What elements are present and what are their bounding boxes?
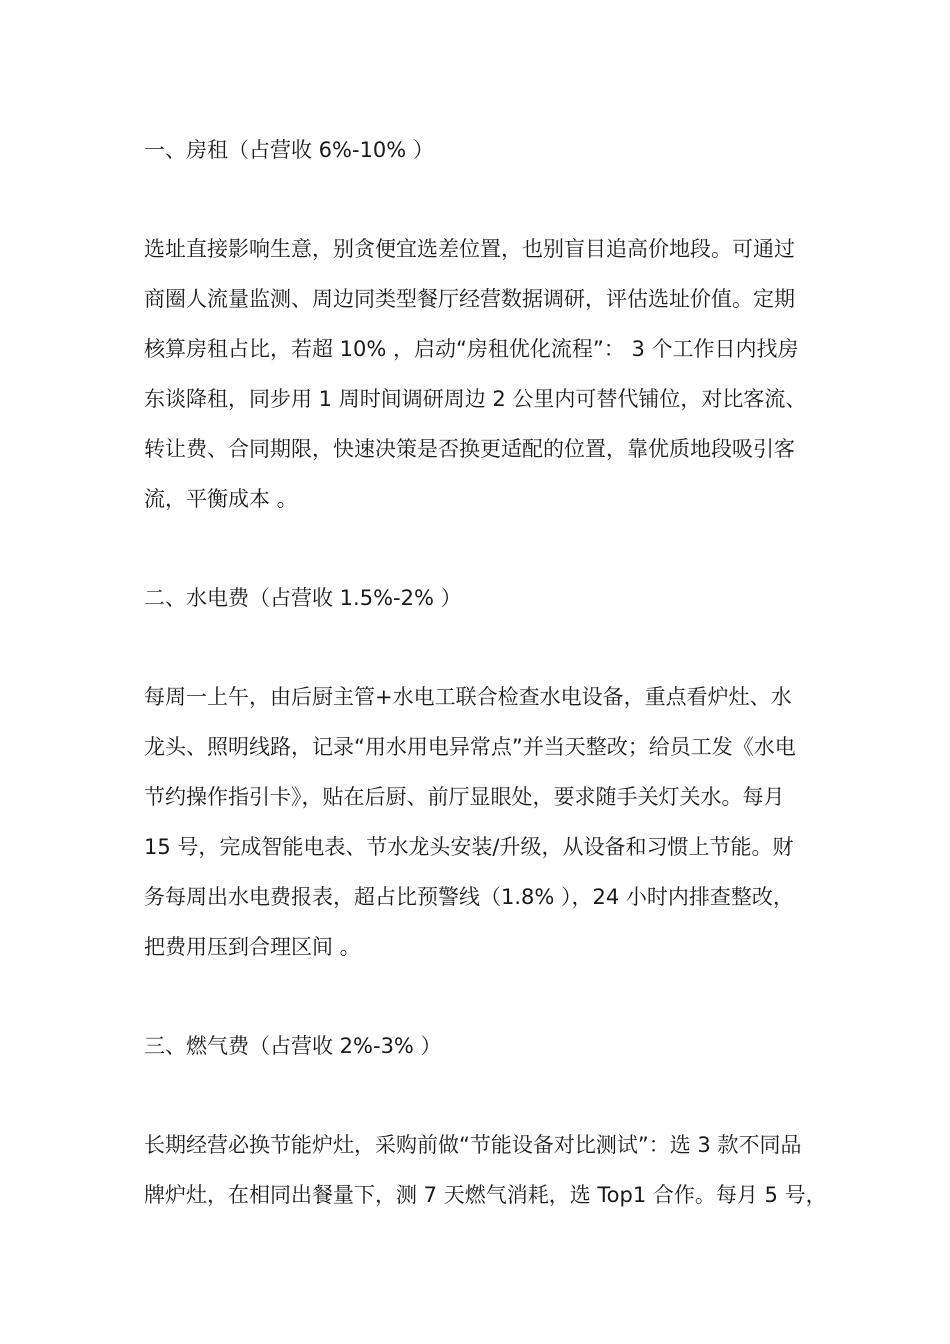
paragraph-line: 15 号，完成智能电表、节水龙头安装/升级，从设备和习惯上节能。财 [144,835,794,859]
paragraph-line: 每周一上午，由后厨主管+水电工联合检查水电设备，重点看炉灶、水 [144,685,792,709]
paragraph-line: 选址直接影响生意，别贪便宜选差位置，也别盲目追高价地段。可通过 [144,237,795,261]
paragraph-line: 龙头、照明线路，记录“用水用电异常点”并当天整改；给员工发《水电 [144,735,796,759]
paragraph-line: 转让费、合同期限，快速决策是否换更适配的位置，靠优质地段吸引客 [144,437,795,461]
paragraph-line: 东谈降租，同步用 1 周时间调研周边 2 公里内可替代铺位，对比客流、 [144,387,807,411]
section-heading-rent: 一、房租（占营收 6%-10% ） [144,138,434,162]
paragraph-line: 长期经营必换节能炉灶，采购前做“节能设备对比测试”：选 3 款不同品 [144,1133,802,1157]
section-paragraph-utilities [144,672,834,972]
section-paragraph-rent [144,224,834,524]
section-paragraph-gas [144,1120,834,1220]
paragraph-line: 节约操作指引卡》，贴在后厨、前厅显眼处，要求随手关灯关水。每月 [144,785,785,809]
paragraph-line: 把费用压到合理区间 。 [144,935,361,959]
paragraph-line: 商圈人流量监测、周边同类型餐厅经营数据调研，评估选址价值。定期 [144,287,795,311]
paragraph-line: 务每周出水电费报表，超占比预警线（1.8% ），24 小时内排查整改， [144,885,794,909]
paragraph-line: 流，平衡成本 。 [144,487,298,511]
paragraph-line: 牌炉灶，在相同出餐量下，测 7 天燃气消耗，选 Top1 合作。每月 5 号， [144,1183,827,1207]
paragraph-line: 核算房租占比，若超 10% ，启动“房租优化流程”： 3 个工作日内找房 [144,337,799,361]
section-heading-utilities: 二、水电费（占营收 1.5%-2% ） [144,586,462,610]
section-heading-gas: 三、燃气费（占营收 2%-3% ） [144,1034,442,1058]
